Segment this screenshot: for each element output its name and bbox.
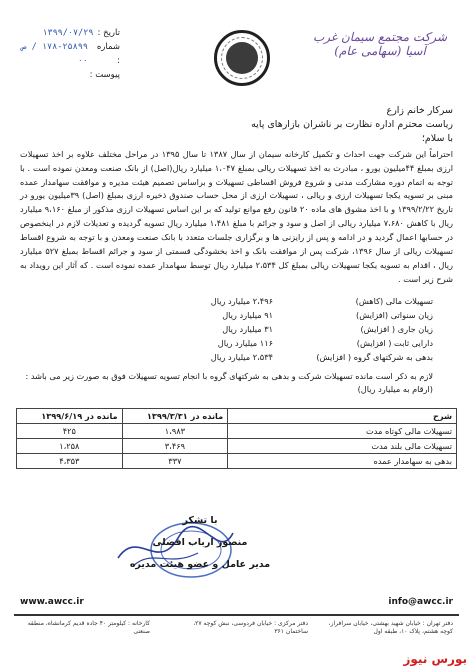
header-description: شرح: [228, 409, 457, 424]
addressee-line-1: سرکار خانم زارع: [386, 105, 453, 116]
thanks-text: با تشکر: [182, 515, 218, 526]
list-item: زیان جاری ( افزایش) ۳۱ میلیارد ریال: [222, 324, 433, 334]
number-label: شماره :: [96, 42, 120, 66]
list-item: دارایی ثابت ( افزایش) ۱۱۶ میلیارد ریال: [217, 338, 433, 348]
watermark: بورس نیوز: [403, 652, 467, 666]
effects-list: [33, 294, 433, 364]
table-row: تسهیلات مالی کوتاه مدت ۱،۹۸۳ ۴۲۵: [17, 424, 457, 439]
signer-title: مدیر عامل و عضو هیئت مدیره: [129, 559, 271, 570]
signer-name: منصور ارباب افضلی: [152, 537, 248, 548]
header-balance-q1: مانده در ۱۳۹۹/۳/۳۱: [122, 409, 228, 424]
attachment-label: پیوست :: [89, 70, 120, 80]
footer-tehran-office: دفتر تهران : خیابان شهید بهشتی، خیابان سرافراز، کوچه هشتم، پلاک ۱۰، طبقه اول: [328, 620, 453, 635]
number-value: ۱۷۸-۲۵۸۹۹ / ص ۰۰: [21, 42, 88, 66]
list-item: زیان سنواتی (افزایش) ۹۱ میلیارد ریال: [222, 310, 433, 320]
letter-body: [20, 104, 453, 287]
greeting: با سلام؛: [421, 132, 453, 144]
date-label: تاریخ :: [97, 28, 120, 38]
balance-note: [13, 370, 433, 396]
table-header-row: [17, 409, 457, 424]
header-balance-q2: مانده در ۱۳۹۹/۶/۱۹: [17, 409, 123, 424]
units-note: (ارقام به میلیارد ریال): [357, 384, 433, 394]
signature-block: [90, 510, 310, 576]
footer-central-office: دفتر مرکزی : خیابان فردوسی، نبش کوچه ۲۷، ساختمان ۳۶۱: [193, 620, 308, 635]
table-row: بدهی به سهامدار عمده ۳۳۷ ۴،۳۵۳: [17, 454, 457, 469]
company-logo: [214, 30, 270, 86]
email-link[interactable]: info@awcc.ir: [388, 597, 453, 607]
footer-factory: کارخانه : کیلومتر ۴۰ جاده قدیم کرمانشاه، منطقه صنعتی: [27, 620, 150, 635]
addressee-line-2: ریاست محترم اداره نظارت بر ناشران بازارهای پایه: [251, 118, 453, 130]
website-link[interactable]: www.awcc.ir: [20, 597, 84, 607]
note-line: لازم به ذکر است مانده تسهیلات شرکت و بدهی به شرکتهای گروه با انجام تسویه تسهیلات فوق به صورت زیر می باشد :: [25, 371, 433, 381]
factory-icon: [226, 42, 258, 74]
reference-block: [8, 26, 120, 82]
balance-table: [16, 408, 457, 469]
list-item: بدهی به شرکتهای گروه ( افزایش) ۲،۵۳۴ میلیارد ریال: [210, 352, 433, 362]
table-row: تسهیلات مالی بلند مدت ۳،۴۶۹ ۱،۲۵۸: [17, 439, 457, 454]
main-paragraph: احتراماً این شرکت جهت احداث و تکمیل کارخانه سیمان از سال ۱۳۸۷ تا سال ۱۳۹۵ در مراحل مختلف علاوه بر اخذ تسهیلات ارزی بمبلغ ۴۴میلیون یورو ، مبادرت به اخذ تسهیلات ریالی بمبلغ ۱،۰۴۷ میلیارد ریال(اصل) از بانک صنعت ومعدن نموده است . با توجه به اتمام دوره مشارکت مدنی و شروع فروش اقساطی تسهیلات و براساس تصمیم هیئت مدیره و موافقت سهامدار عمده مبنی بر تسویه یکجا تسهیلات ارزی و ریالی ، تسهیلات ارزی از محل حساب صندوق ذخیره ارزی بمبلغ (اصل) ۳۹میلیون یورو در تاریخ ۱۳۹۹/۲/۲۲ و با اخذ مشوق های ماده ۲۰ قانون رفع موانع تولید که بر این اساس تسهیلات ارزی مذکور از مبلغ ۹،۱۶۰ میلیارد ریال با کاهش ۷،۶۸۰ میلیارد ریالی از اصل و سود و جرائم با مبلغ ۱،۴۸۱ میلیارد ریال تسویه گردیده و تعدیلات لازم در اینخصوص در حسابها اعمال گردید و در ادامه و پس از رایزنی ها و برگزاری جلسات متعدد با بانک صنعت ومعدن و با توجه به شروع اقساط تسهیلات ریالی از سال ۱۳۹۶، شرکت پس از موافقت بانک و اخذ بخشودگی قسمتی از سود و جرائم اقساط بمبلغ ۵۲۷ میلیارد ریال ، اقدام به تسویه یکجا تسهیلات ریالی بمبلغ کل ۲،۵۳۴ میلیارد ریال توسط سهامدار عمده نموده است . که آثار این رویداد به شرح زیر است .: [20, 148, 453, 284]
company-name: شرکت مجتمع سیمان غرب آسیا (سهامی عام): [312, 30, 447, 58]
date-value: ۱۳۹۹/۰۷/۲۹: [42, 28, 94, 38]
list-item: تسهیلات مالی (کاهش) ۲،۴۹۶ میلیارد ریال: [210, 296, 433, 306]
footer-divider: [14, 614, 459, 616]
